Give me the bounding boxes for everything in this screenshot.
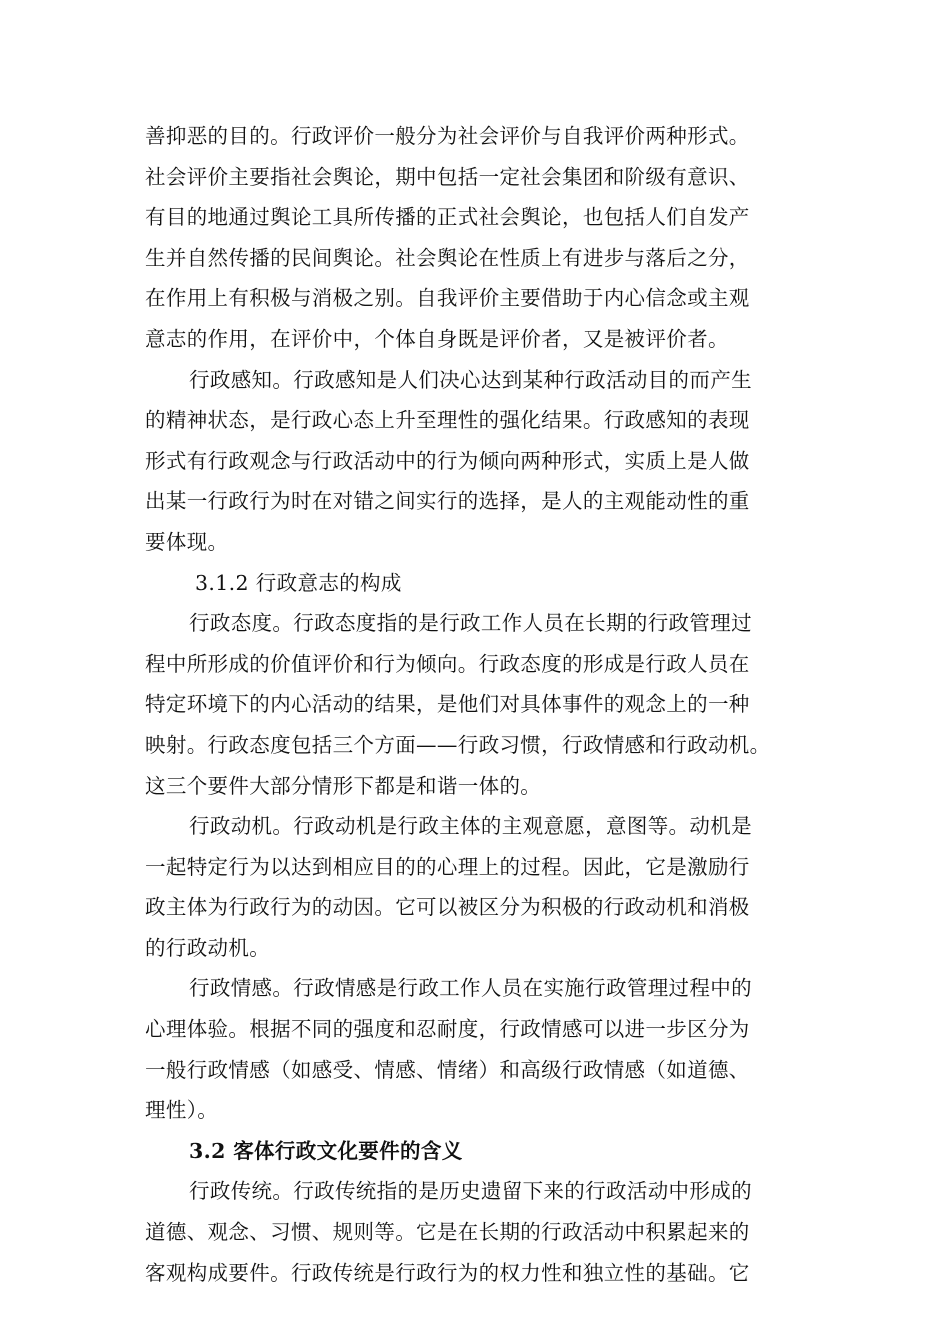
section-heading-3-1-2: 3.1.2 行政意志的构成 bbox=[195, 570, 402, 595]
text-line: 道德、观念、习惯、规则等。它是在长期的行政活动中积累起来的 bbox=[145, 1220, 750, 1245]
text-line: 心理体验。根据不同的强度和忍耐度，行政情感可以进一步区分为 bbox=[145, 1017, 750, 1042]
paragraph-start-line: 行政态度。行政态度指的是行政工作人员在长期的行政管理过 bbox=[189, 611, 752, 636]
text-line: 的行政动机。 bbox=[145, 935, 271, 960]
text-line: 理性）。 bbox=[145, 1098, 219, 1123]
text-line: 有目的地通过舆论工具所传播的正式社会舆论，也包括人们自发产 bbox=[145, 205, 750, 230]
paragraph-start-line: 行政情感。行政情感是行政工作人员在实施行政管理过程中的 bbox=[189, 976, 752, 1001]
text-line: 形式有行政观念与行政活动中的行为倾向两种形式，实质上是人做 bbox=[145, 448, 750, 473]
paragraph-start-line: 行政动机。行政动机是行政主体的主观意愿，意图等。动机是 bbox=[189, 814, 752, 839]
text-line: 这三个要件大部分情形下都是和谐一体的。 bbox=[145, 773, 542, 798]
paragraph-start-line: 行政传统。行政传统指的是历史遗留下来的行政活动中形成的 bbox=[189, 1179, 752, 1204]
text-line: 出某一行政行为时在对错之间实行的选择，是人的主观能动性的重 bbox=[145, 489, 750, 514]
text-line: 程中所形成的价值评价和行为倾向。行政态度的形成是行政人员在 bbox=[145, 651, 750, 676]
text-line: 一起特定行为以达到相应目的的心理上的过程。因此，它是激励行 bbox=[145, 854, 750, 879]
section-heading-3-2: 3.2 客体行政文化要件的含义 bbox=[189, 1138, 463, 1163]
text-line: 映射。行政态度包括三个方面——行政习惯，行政情感和行政动机。 bbox=[145, 732, 771, 757]
text-line: 在作用上有积极与消极之别。自我评价主要借助于内心信念或主观 bbox=[145, 286, 750, 311]
text-line: 善抑恶的目的。行政评价一般分为社会评价与自我评价两种形式。 bbox=[145, 124, 750, 148]
text-line: 一般行政情感（如感受、情感、情绪）和高级行政情感（如道德、 bbox=[145, 1057, 750, 1082]
paragraph-start-line: 行政感知。行政感知是人们决心达到某种行政活动目的而产生 bbox=[189, 367, 752, 392]
text-line: 政主体为行政行为的动因。它可以被区分为积极的行政动机和消极 bbox=[145, 895, 750, 920]
text-line: 要体现。 bbox=[145, 529, 229, 554]
text-line: 客观构成要件。行政传统是行政行为的权力性和独立性的基础。它 bbox=[145, 1260, 750, 1285]
text-line: 社会评价主要指社会舆论，期中包括一定社会集团和阶级有意识、 bbox=[145, 164, 750, 189]
text-line: 生并自然传播的民间舆论。社会舆论在性质上有进步与落后之分， bbox=[145, 245, 750, 270]
text-line: 意志的作用，在评价中，个体自身既是评价者，又是被评价者。 bbox=[145, 326, 729, 351]
document-page bbox=[145, 116, 805, 1293]
text-line: 特定环境下的内心活动的结果，是他们对具体事件的观念上的一种 bbox=[145, 692, 750, 717]
text-line: 的精神状态，是行政心态上升至理性的强化结果。行政感知的表现 bbox=[145, 408, 750, 433]
